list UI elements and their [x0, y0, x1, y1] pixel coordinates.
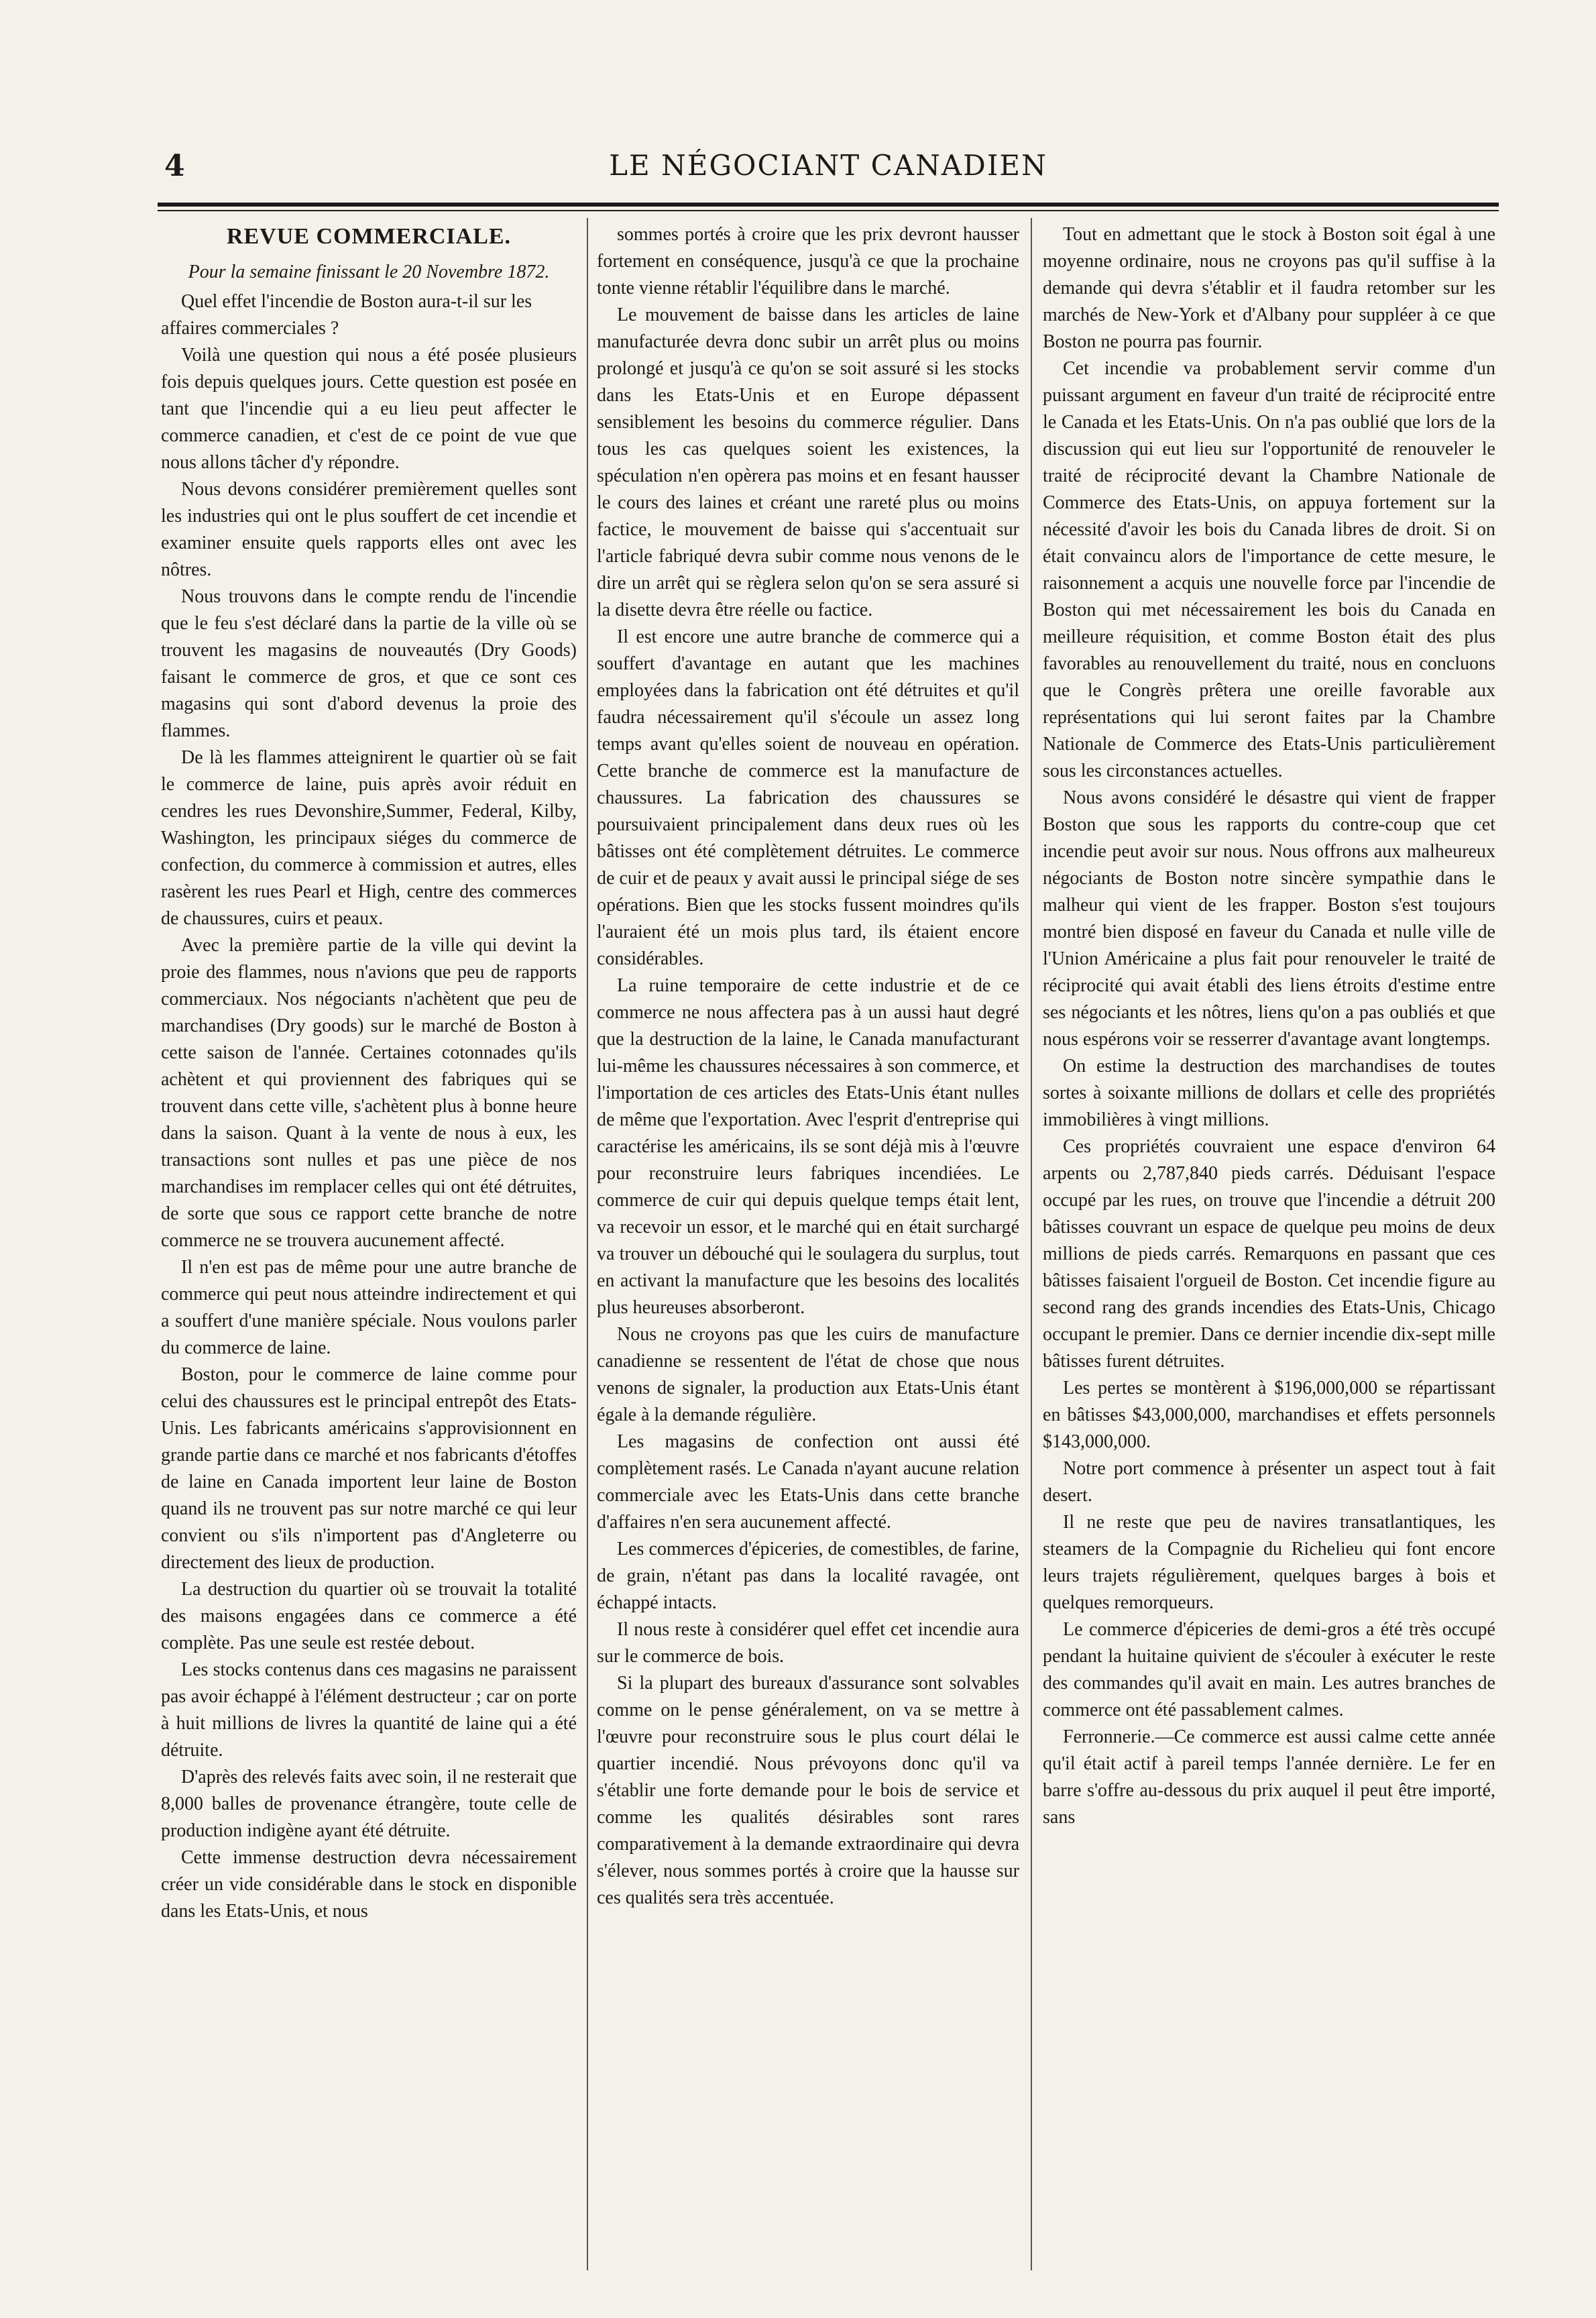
paragraph: Ferronnerie.—Ce commerce est aussi calme cette année qu'il était actif à pareil temps l'année dernière. Le fer en barre s'offre au-dessous du prix auquel il peut être importé, sans — [1043, 1726, 1495, 1828]
paragraph: Si la plupart des bureaux d'assurance sont solvables comme on le pense généralement, on va se mettre à l'œuvre pour reconstruire sous le plus court délai le quartier incendié. Nous prévoyons donc qu'il va s'établir une forte demande pour le bois de service et comme les qualités désirables sont rares comparativement à la demande extraordinaire qui devra s'élever, nous sommes portés à croire que la hausse sur ces qualités sera très accentuée. — [597, 1673, 1019, 1908]
paragraph: Avec la première partie de la ville qui devint la proie des flammes, nous n'avions que peu de rapports commerciaux. Nos négociants n'achètent que peu de marchandises (Dry goods) sur le marché de Boston à cette saison de l'année. Certaines cotonnades qu'ils achètent et qui proviennent des fabriques qui se trouvent dans cette ville, s'achètent plus à bonne heure dans la saison. Quant à la vente de nous à eux, les transactions sont nulles et pas une pièce de nos marchandises im remplacer celles qui ont été détruites, de sorte que sous ce rapport cette branche de notre commerce ne se trouvera aucunement affecté. — [161, 935, 577, 1251]
paragraph: Nous ne croyons pas que les cuirs de manufacture canadienne se ressentent de l'état de chose que nous venons de signaler, la production aux Etats-Unis étant égale à la demande régulière. — [597, 1324, 1019, 1425]
column-3 — [1043, 221, 1495, 2267]
paragraph: Ces propriétés couvraient une espace d'environ 64 arpents ou 2,787,840 pieds carrés. Déduisant l'espace occupé par les rues, on trouve que l'incendie a détruit 200 bâtisses couvrant un espace de quelque peu moins de deux millions de pieds carrés. Remarquons en passant que ces bâtisses faisaient l'orgueil de Boston. Cet incendie figure au second rang des grands incendies des Etats-Unis, Chicago occupant le premier. Dans ce dernier incendie dix-sept mille bâtisses furent détruites. — [1043, 1136, 1495, 1372]
paragraph: Les pertes se montèrent à $196,000,000 se répartissant en bâtisses $43,000,000, marchandises et effets personnels $143,000,000. — [1043, 1378, 1495, 1452]
paragraph: Cette immense destruction devra nécessairement créer un vide considérable dans le stock en disponible dans les Etats-Unis, et nous — [161, 1847, 577, 1922]
column-2 — [597, 221, 1019, 2267]
paragraph: Il ne reste que peu de navires transatlantiques, les steamers de la Compagnie du Richelieu qui font encore leurs trajets régulièrement, quelques barges à bois et quelques remorqueurs. — [1043, 1512, 1495, 1613]
paragraph: Nous avons considéré le désastre qui vient de frapper Boston que sous les rapports du contre-coup que cet incendie peut avoir sur nous. Nous offrons aux malheureux négociants de Boston notre sincère sympathie dans le malheur qui vient de les frapper. Boston s'est toujours montré bien disposé en faveur du Canada et nulle ville de l'Union Américaine a plus fait pour renouveler le traité de réciprocité qui avait établi des liens étroits d'estime entre ses négociants et les nôtres, liens qu'on a pas oubliés et que nous espérons voir se resserrer d'avantage avant longtemps. — [1043, 787, 1495, 1050]
paragraph: Nous devons considérer premièrement quelles sont les industries qui ont le plus souffert de cet incendie et examiner ensuite quels rapports elles ont avec les nôtres. — [161, 479, 577, 580]
paragraph: Les stocks contenus dans ces magasins ne paraissent pas avoir échappé à l'élément destructeur ; car on porte à huit millions de livres la quantité de laine qui a été détruite. — [161, 1659, 577, 1761]
paragraph: Voilà une question qui nous a été posée plusieurs fois depuis quelques jours. Cette question est posée en tant que l'incendie qui a eu lieu peut affecter le commerce canadien, et c'est de ce point de vue que nous allons tâcher d'y répondre. — [161, 345, 577, 473]
paragraph: D'après des relevés faits avec soin, il ne resterait que 8,000 balles de provenance étrangère, toute celle de production indigène ayant été détruite. — [161, 1767, 577, 1841]
page-header — [154, 149, 1502, 189]
paragraph: Le mouvement de baisse dans les articles de laine manufacturée devra donc subir un arrêt plus ou moins prolongé et jusqu'à ce qu'on se soit assuré si les stocks dans les Etats-Unis et en Europe dépassent sensiblement les besoins du commerce régulier. Dans tous les cas quelques soient les existences, la spéculation n'en opèrera pas moins et en fesant hausser le cours des laines et créant une rareté plus ou moins factice, le mouvement de baisse qui s'accentuait sur l'article fabriqué devra subir comme nous venons de le dire un arrêt qui se règlera selon qu'on se sera assuré si la disette devra être réelle ou factice. — [597, 305, 1019, 620]
paragraph: Nous trouvons dans le compte rendu de l'incendie que le feu s'est déclaré dans la partie de la ville où se trouvent les magasins de nouveautés (Dry Goods) faisant le commerce de gros, et que ce sont ces magasins qui sont d'abord devenus la proie des flammes. — [161, 586, 577, 741]
paragraph: Tout en admettant que le stock à Boston soit égal à une moyenne ordinaire, nous ne croyons pas qu'il suffise à la demande qui devra s'établir et il faudra retomber sur les marchés de New-York et d'Albany pour suppléer à ce que Boston ne pourra pas fournir. — [1043, 224, 1495, 352]
paragraph: sommes portés à croire que les prix devront hausser fortement en conséquence, jusqu'à ce que la prochaine tonte vienne rétablir l'équilibre dans le marché. — [597, 224, 1019, 298]
paragraph: Les magasins de confection ont aussi été complètement rasés. Le Canada n'ayant aucune relation commerciale avec les Etats-Unis dans cette branche d'affaires n'en sera aucunement affecté. — [597, 1431, 1019, 1533]
header-rule-thin — [158, 210, 1499, 211]
paragraph: Il est encore une autre branche de commerce qui a souffert d'avantage en autant que les machines employées dans la fabrication ont été détruites et qu'il faudra nécessairement qu'il s'écoule un assez long temps avant qu'elles soient de nouveau en opération. Cette branche de commerce est la manufacture de chaussures. La fabrication des chaussures se poursuivaient principalement dans deux rues où les bâtisses ont été complètement détruites. Le commerce de cuir et de peaux y avait aussi le principal siége de ses opérations. Bien que les stocks fussent moindres qu'ils l'auraient été un mois plus tard, ils étaient encore considérables. — [597, 626, 1019, 969]
paragraph: Il n'en est pas de même pour une autre branche de commerce qui peut nous atteindre indirectement et qui a souffert d'une manière spéciale. Nous voulons parler du commerce de laine. — [161, 1257, 577, 1358]
paragraph: La destruction du quartier où se trouvait la totalité des maisons engagées dans ce commerce a été complète. Pas une seule est restée debout. — [161, 1579, 577, 1653]
page-number: 4 — [164, 149, 185, 183]
column-divider — [1031, 218, 1032, 2270]
paragraph: Il nous reste à considérer quel effet cet incendie aura sur le commerce de bois. — [597, 1619, 1019, 1667]
column-1 — [161, 221, 577, 2267]
paragraph: Les commerces d'épiceries, de comestibles, de farine, de grain, n'étant pas dans la localité ravagée, ont échappé intacts. — [597, 1539, 1019, 1613]
paragraph: On estime la destruction des marchandises de toutes sortes à soixante millions de dollars et celle des propriétés immobilières à vingt millions. — [1043, 1056, 1495, 1130]
paragraph: De là les flammes atteignirent le quartier où se fait le commerce de laine, puis après avoir réduit en cendres les rues Devonshire,Summer, Federal, Kilby, Washington, les principaux siéges du commerce de confection, du commerce à commission et autres, elles rasèrent les rues Pearl et High, centre des commerces de chaussures, cuirs et peaux. — [161, 747, 577, 929]
dateline: Pour la semaine finissant le 20 Novembre 1872. — [188, 262, 550, 282]
paragraph: La ruine temporaire de cette industrie et de ce commerce ne nous affectera pas à un aussi haut degré que la destruction de la laine, le Canada manufacturant lui-même les chaussures nécessaires à son commerce, et l'importation de ces articles des Etats-Unis étant nulles de même que l'exportation. Avec l'esprit d'entreprise qui caractérise les américains, ils se sont déjà mis à l'œuvre pour reconstruire leurs fabriques incendiées. Le commerce de cuir qui depuis quelque temps était lent, va recevoir un essor, et le marché qui en était surchargé va trouver un débouché qui le soulagera du surplus, tout en activant la manufacture que les besoins des localités plus heureuses absorberont. — [597, 975, 1019, 1318]
column-divider — [587, 218, 588, 2270]
paragraph: Cet incendie va probablement servir comme d'un puissant argument en faveur d'un traité de réciprocité entre le Canada et les Etats-Unis. On n'a pas oublié que lors de la discussion qui eut lieu sur l'opportunité de renouveler le traité de réciprocité devant la Chambre Nationale de Commerce des Etats-Unis, on appuya fortement sur la nécessité d'avoir les bois du Canada libres de droit. Si on était convaincu alors de l'importance de cette mesure, le raisonnement a acquis une nouvelle force par l'incendie de Boston qui met nécessairement les bois du Canada en meilleure réquisition, et comme Boston était des plus favorables au renouvellement du traité, nous en concluons que le Congrès prêtera une oreille favorable aux représentations qui lui seront faites par la Chambre Nationale de Commerce des Etats-Unis particulièrement sous les circonstances actuelles. — [1043, 358, 1495, 781]
paragraph: Notre port commence à présenter un aspect tout à fait desert. — [1043, 1458, 1495, 1506]
newspaper-title: LE NÉGOCIANT CANADIEN — [609, 149, 1047, 182]
paragraph: Le commerce d'épiceries de demi-gros a été très occupé pendant la huitaine quivient de s'écouler à exécuter le reste des commandes qu'il avait en main. Les autres branches de commerce ont été passablement calmes. — [1043, 1619, 1495, 1720]
header-rule — [158, 203, 1499, 207]
section-title: REVUE COMMERCIALE. — [226, 224, 512, 249]
paragraph: Boston, pour le commerce de laine comme pour celui des chaussures est le principal entrepôt des Etats-Unis. Les fabricants américains s'approvisionnent en grande partie dans ce marché et nos fabricants d'étoffes de laine en Canada importent leur laine de Boston quand ils ne trouvent pas sur notre marché ce qui leur convient ou s'ils n'importent pas d'Angleterre ou directement des lieux de production. — [161, 1364, 577, 1573]
paragraph: Quel effet l'incendie de Boston aura-t-il sur les affaires commerciales ? — [161, 291, 532, 339]
